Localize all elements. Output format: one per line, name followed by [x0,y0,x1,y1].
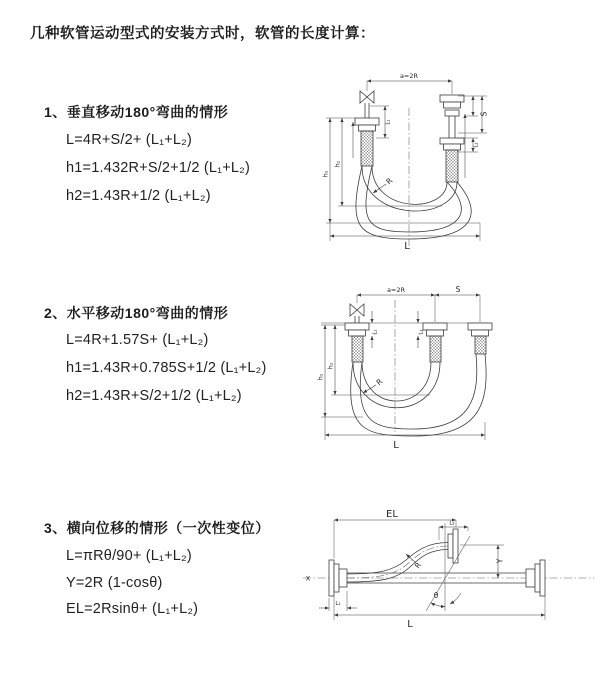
page-title: 几种软管运动型式的安装方式时，软管的长度计算： [30,26,375,42]
diagram-lateral-displacement [298,503,600,651]
d1-left-braid [361,131,373,166]
valve-icon [350,304,364,316]
d1-label-h2: h₂ [333,160,342,168]
d2-right-flange [468,323,492,330]
d3-left-flange [329,560,334,596]
d1-right-flange-lower [440,138,464,144]
d3-label-r: R [412,560,424,571]
d1-label-l: L [404,241,410,252]
d3-label-theta: θ [433,591,439,600]
d2-label-h2: h₂ [326,362,335,370]
d2-label-a2r: a=2R [386,286,406,294]
d3-label-y: Y [495,558,505,564]
section-3-formula-Y: Y=2R (1-cosθ) [66,575,163,591]
section-2-formula-h2: h2=1.43R+S/2+1/2 (L₁+L₂) [66,388,242,404]
d1-label-h1: h₁ [321,170,330,178]
d2-middle-braid [430,336,441,362]
d2-label-h1: h₁ [316,373,325,381]
section-1-formula-h1: h1=1.432R+S/2+1/2 (L₁+L₂) [66,160,251,176]
section-1-formula-h2: h2=1.43R+1/2 (L₁+L₂) [66,188,211,204]
d2-middle-flange [423,323,447,330]
section-3-formula-EL: EL=2Rsinθ+ (L₁+L₂) [66,601,199,617]
section-2-formula-h1: h1=1.43R+0.785S+1/2 (L₁+L₂) [66,360,267,376]
d1-label-l2: L₂ [473,142,480,148]
d3-label-l: L [407,619,413,630]
section-1-heading: 1、垂直移动180°弯曲的情形 [44,104,229,120]
d2-left-flange [345,323,369,330]
section-2-heading: 2、水平移动180°弯曲的情形 [44,305,229,321]
diagram-vertical-180-bend [312,66,597,266]
d3-label-l1: L₁ [335,601,341,607]
section-1-formula-L: L=4R+S/2+ (L₁+L₂) [66,132,192,148]
section-2-formula-L: L=4R+1.57S+ (L₁+L₂) [66,332,209,348]
d2-label-l: L [393,440,399,451]
d3-label-el: EL [386,509,398,520]
d1-label-l1: L₁ [385,119,392,125]
d1-right-braid [446,150,458,182]
d2-left-braid [352,336,363,362]
section-3-heading: 3、横向位移的情形（一次性变位） [44,520,270,536]
d2-label-l1: L₁ [372,329,379,335]
section-3-formula-L: L=πRθ/90+ (L₁+L₂) [66,548,192,564]
d3-label-x: X [305,574,311,583]
d3-label-l2: L₂ [449,520,455,527]
d1-label-a2r: a=2R [399,72,419,80]
d1-label-r: R [384,176,395,187]
valve-icon [360,91,374,103]
d2-label-l2: L₂ [418,329,425,335]
d2-label-r: R [374,376,385,388]
diagram-horizontal-180-bend [308,282,600,460]
d3-right-flange [540,560,545,596]
d3-hose-curve [347,543,448,583]
d1-left-flange [355,118,379,125]
d1-label-s: S [479,111,489,117]
d2-right-braid [475,336,486,354]
d2-label-s: S [455,285,461,294]
